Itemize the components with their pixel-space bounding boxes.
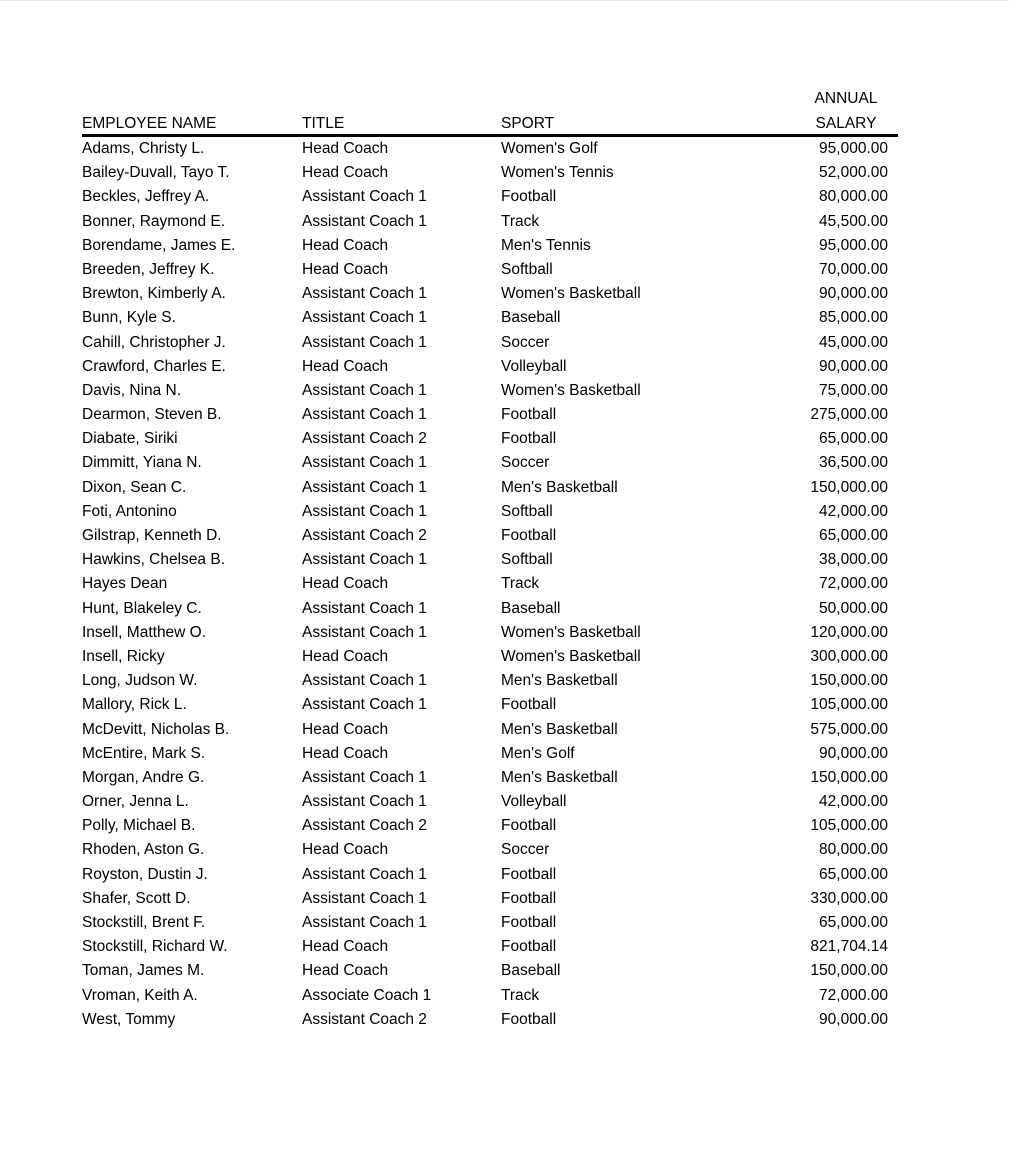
sport-cell: Women's Tennis — [501, 164, 614, 182]
title-cell: Head Coach — [302, 647, 389, 665]
sport-cell: Football — [501, 938, 557, 956]
employee-name-cell: Beckles, Jeffrey A. — [82, 188, 210, 206]
table-row — [82, 331, 898, 355]
sport-cell: Women's Basketball — [501, 623, 641, 641]
employee-name-cell: Hunt, Blakeley C. — [82, 599, 202, 617]
employee-name-cell: Toman, James M. — [82, 962, 205, 980]
employee-name-cell: Borendame, James E. — [82, 236, 236, 254]
annual-salary-cell: 65,000.00 — [819, 430, 888, 448]
annual-salary-cell: 90,000.00 — [819, 744, 888, 762]
table-row — [82, 137, 898, 161]
title-cell: Assistant Coach 1 — [302, 285, 427, 303]
sport-cell: Football — [501, 865, 557, 883]
employee-name-cell: Long, Judson W. — [82, 672, 198, 690]
title-cell: Assistant Coach 1 — [302, 309, 427, 327]
table-row — [82, 766, 898, 790]
sport-cell: Track — [501, 212, 540, 230]
title-cell: Assistant Coach 1 — [302, 333, 427, 351]
title-cell: Head Coach — [302, 744, 389, 762]
title-cell: Associate Coach 1 — [302, 986, 432, 1004]
sport-cell: Women's Basketball — [501, 647, 641, 665]
table-row — [82, 234, 898, 258]
sport-cell: Track — [501, 575, 540, 593]
sport-cell: Football — [501, 889, 557, 907]
sport-cell: Track — [501, 986, 540, 1004]
annual-salary-cell: 85,000.00 — [819, 309, 888, 327]
annual-salary-cell: 300,000.00 — [810, 647, 888, 665]
title-cell: Assistant Coach 1 — [302, 623, 427, 641]
annual-salary-cell: 90,000.00 — [819, 285, 888, 303]
table-row — [82, 693, 898, 717]
employee-name-cell: Vroman, Keith A. — [82, 986, 198, 1004]
header-employee-name: EMPLOYEE NAME — [82, 115, 217, 132]
employee-name-cell: Stockstill, Richard W. — [82, 938, 228, 956]
table-row — [82, 984, 898, 1008]
annual-salary-cell: 42,000.00 — [819, 793, 888, 811]
annual-salary-cell: 575,000.00 — [810, 720, 888, 738]
sport-cell: Football — [501, 430, 557, 448]
title-cell: Assistant Coach 1 — [302, 478, 427, 496]
table-row — [82, 427, 898, 451]
annual-salary-cell: 72,000.00 — [819, 575, 888, 593]
title-cell: Head Coach — [302, 140, 389, 157]
annual-salary-cell: 75,000.00 — [819, 381, 888, 399]
sport-cell: Football — [501, 527, 557, 544]
title-cell: Assistant Coach 2 — [302, 817, 427, 835]
table-row — [82, 790, 898, 814]
annual-salary-cell: 52,000.00 — [819, 164, 888, 182]
table-row — [82, 863, 898, 887]
table-body — [82, 137, 898, 1032]
annual-salary-cell: 80,000.00 — [819, 188, 888, 206]
title-cell: Assistant Coach 2 — [302, 430, 427, 448]
table-row — [82, 621, 898, 645]
table-row — [82, 258, 898, 282]
title-cell: Head Coach — [302, 236, 389, 254]
title-cell: Assistant Coach 1 — [302, 889, 427, 907]
title-cell: Assistant Coach 1 — [302, 768, 427, 786]
employee-name-cell: Bunn, Kyle S. — [82, 309, 176, 327]
sport-cell: Softball — [501, 551, 553, 569]
page-top-edge — [0, 0, 1009, 1]
title-cell: Head Coach — [302, 962, 389, 980]
employee-name-cell: Gilstrap, Kenneth D. — [82, 527, 222, 544]
employee-name-cell: Brewton, Kimberly A. — [82, 285, 226, 303]
title-cell: Assistant Coach 1 — [302, 551, 427, 569]
header-annual-salary — [778, 86, 914, 136]
title-cell: Head Coach — [302, 260, 389, 278]
annual-salary-cell: 70,000.00 — [819, 260, 888, 278]
table-row — [82, 210, 898, 234]
sport-cell: Women's Golf — [501, 140, 598, 157]
employee-name-cell: Morgan, Andre G. — [82, 768, 205, 786]
employee-name-cell: Hawkins, Chelsea B. — [82, 551, 226, 569]
sport-cell: Volleyball — [501, 793, 567, 811]
annual-salary-cell: 95,000.00 — [819, 236, 888, 254]
header-annual-salary-line1: ANNUAL — [814, 90, 878, 107]
table-row — [82, 669, 898, 693]
sport-cell: Men's Tennis — [501, 236, 591, 254]
sport-cell: Men's Golf — [501, 744, 575, 762]
annual-salary-cell: 120,000.00 — [810, 623, 888, 641]
sport-cell: Football — [501, 1010, 557, 1028]
title-cell: Assistant Coach 1 — [302, 914, 427, 931]
header-annual-salary-line2: SALARY — [815, 115, 877, 132]
sport-cell: Men's Basketball — [501, 768, 618, 786]
annual-salary-cell: 90,000.00 — [819, 1010, 888, 1028]
annual-salary-cell: 150,000.00 — [810, 478, 888, 496]
employee-name-cell: Shafer, Scott D. — [82, 889, 191, 907]
employee-name-cell: Stockstill, Brent F. — [82, 914, 206, 931]
sport-cell: Women's Basketball — [501, 285, 641, 303]
employee-name-cell: Crawford, Charles E. — [82, 357, 226, 375]
annual-salary-cell: 65,000.00 — [819, 865, 888, 883]
annual-salary-cell: 105,000.00 — [810, 696, 888, 714]
sport-cell: Soccer — [501, 841, 550, 859]
employee-name-cell: Insell, Ricky — [82, 647, 165, 665]
employee-name-cell: McEntire, Mark S. — [82, 744, 206, 762]
sport-cell: Softball — [501, 260, 553, 278]
table-row — [82, 548, 898, 572]
title-cell: Head Coach — [302, 938, 389, 956]
table-row — [82, 379, 898, 403]
table-row — [82, 524, 898, 548]
employee-name-cell: Royston, Dustin J. — [82, 865, 208, 883]
annual-salary-cell: 65,000.00 — [819, 914, 888, 931]
title-cell: Head Coach — [302, 357, 389, 375]
annual-salary-cell: 90,000.00 — [819, 357, 888, 375]
annual-salary-cell: 42,000.00 — [819, 502, 888, 520]
employee-name-cell: Foti, Antonino — [82, 502, 177, 520]
title-cell: Assistant Coach 1 — [302, 212, 427, 230]
table-row — [82, 451, 898, 475]
table-row — [82, 645, 898, 669]
title-cell: Assistant Coach 1 — [302, 454, 427, 472]
annual-salary-cell: 150,000.00 — [810, 672, 888, 690]
annual-salary-cell: 275,000.00 — [810, 406, 888, 424]
sport-cell: Football — [501, 696, 557, 714]
sport-cell: Football — [501, 188, 557, 206]
title-cell: Head Coach — [302, 575, 389, 593]
sport-cell: Baseball — [501, 309, 561, 327]
sport-cell: Volleyball — [501, 357, 567, 375]
annual-salary-cell: 150,000.00 — [810, 768, 888, 786]
salary-table — [82, 86, 898, 1032]
employee-name-cell: Orner, Jenna L. — [82, 793, 189, 811]
title-cell: Assistant Coach 1 — [302, 793, 427, 811]
table-row — [82, 718, 898, 742]
table-row — [82, 814, 898, 838]
table-row — [82, 282, 898, 306]
employee-name-cell: Cahill, Christopher J. — [82, 333, 226, 351]
annual-salary-cell: 45,000.00 — [819, 333, 888, 351]
table-header — [82, 86, 898, 137]
annual-salary-cell: 72,000.00 — [819, 986, 888, 1004]
table-row — [82, 597, 898, 621]
annual-salary-cell: 150,000.00 — [810, 962, 888, 980]
sport-cell: Men's Basketball — [501, 720, 618, 738]
table-row — [82, 935, 898, 959]
annual-salary-cell: 95,000.00 — [819, 140, 888, 157]
title-cell: Assistant Coach 1 — [302, 696, 427, 714]
employee-name-cell: Hayes Dean — [82, 575, 168, 593]
annual-salary-cell: 65,000.00 — [819, 527, 888, 544]
header-title: TITLE — [302, 115, 345, 132]
sport-cell: Soccer — [501, 333, 550, 351]
employee-name-cell: McDevitt, Nicholas B. — [82, 720, 230, 738]
annual-salary-cell: 80,000.00 — [819, 841, 888, 859]
sport-cell: Softball — [501, 502, 553, 520]
title-cell: Assistant Coach 1 — [302, 502, 427, 520]
table-row — [82, 355, 898, 379]
sport-cell: Football — [501, 406, 557, 424]
sport-cell: Women's Basketball — [501, 381, 641, 399]
sport-cell: Men's Basketball — [501, 478, 618, 496]
annual-salary-cell: 36,500.00 — [819, 454, 888, 472]
sport-cell: Football — [501, 914, 557, 931]
table-row — [82, 911, 898, 935]
header-sport: SPORT — [501, 115, 555, 132]
employee-name-cell: Rhoden, Aston G. — [82, 841, 205, 859]
title-cell: Assistant Coach 1 — [302, 381, 427, 399]
title-cell: Assistant Coach 1 — [302, 406, 427, 424]
table-row — [82, 476, 898, 500]
employee-name-cell: Dimmitt, Yiana N. — [82, 454, 202, 472]
table-row — [82, 500, 898, 524]
annual-salary-cell: 50,000.00 — [819, 599, 888, 617]
sport-cell: Soccer — [501, 454, 550, 472]
employee-name-cell: Breeden, Jeffrey K. — [82, 260, 215, 278]
sport-cell: Baseball — [501, 962, 561, 980]
title-cell: Head Coach — [302, 841, 389, 859]
table-row — [82, 838, 898, 862]
title-cell: Assistant Coach 2 — [302, 1010, 427, 1028]
employee-name-cell: Bonner, Raymond E. — [82, 212, 226, 230]
annual-salary-cell: 38,000.00 — [819, 551, 888, 569]
employee-name-cell: Dixon, Sean C. — [82, 478, 187, 496]
title-cell: Assistant Coach 2 — [302, 527, 427, 544]
employee-name-cell: Polly, Michael B. — [82, 817, 196, 835]
table-row — [82, 1008, 898, 1032]
employee-name-cell: West, Tommy — [82, 1010, 176, 1028]
employee-name-cell: Adams, Christy L. — [82, 140, 205, 157]
sport-cell: Men's Basketball — [501, 672, 618, 690]
table-row — [82, 306, 898, 330]
table-row — [82, 185, 898, 209]
employee-name-cell: Bailey-Duvall, Tayo T. — [82, 164, 230, 182]
title-cell: Assistant Coach 1 — [302, 865, 427, 883]
table-row — [82, 742, 898, 766]
employee-name-cell: Davis, Nina N. — [82, 381, 182, 399]
employee-name-cell: Diabate, Siriki — [82, 430, 178, 448]
annual-salary-cell: 105,000.00 — [810, 817, 888, 835]
table-row — [82, 572, 898, 596]
employee-name-cell: Insell, Matthew O. — [82, 623, 207, 641]
employee-name-cell: Dearmon, Steven B. — [82, 406, 222, 424]
sport-cell: Baseball — [501, 599, 561, 617]
title-cell: Head Coach — [302, 164, 389, 182]
title-cell: Assistant Coach 1 — [302, 599, 427, 617]
table-row — [82, 161, 898, 185]
table-row — [82, 887, 898, 911]
annual-salary-cell: 45,500.00 — [819, 212, 888, 230]
table-row — [82, 959, 898, 983]
title-cell: Assistant Coach 1 — [302, 188, 427, 206]
title-cell: Head Coach — [302, 720, 389, 738]
title-cell: Assistant Coach 1 — [302, 672, 427, 690]
table-row — [82, 403, 898, 427]
annual-salary-cell: 821,704.14 — [810, 938, 888, 956]
employee-name-cell: Mallory, Rick L. — [82, 696, 187, 714]
sport-cell: Football — [501, 817, 557, 835]
annual-salary-cell: 330,000.00 — [810, 889, 888, 907]
